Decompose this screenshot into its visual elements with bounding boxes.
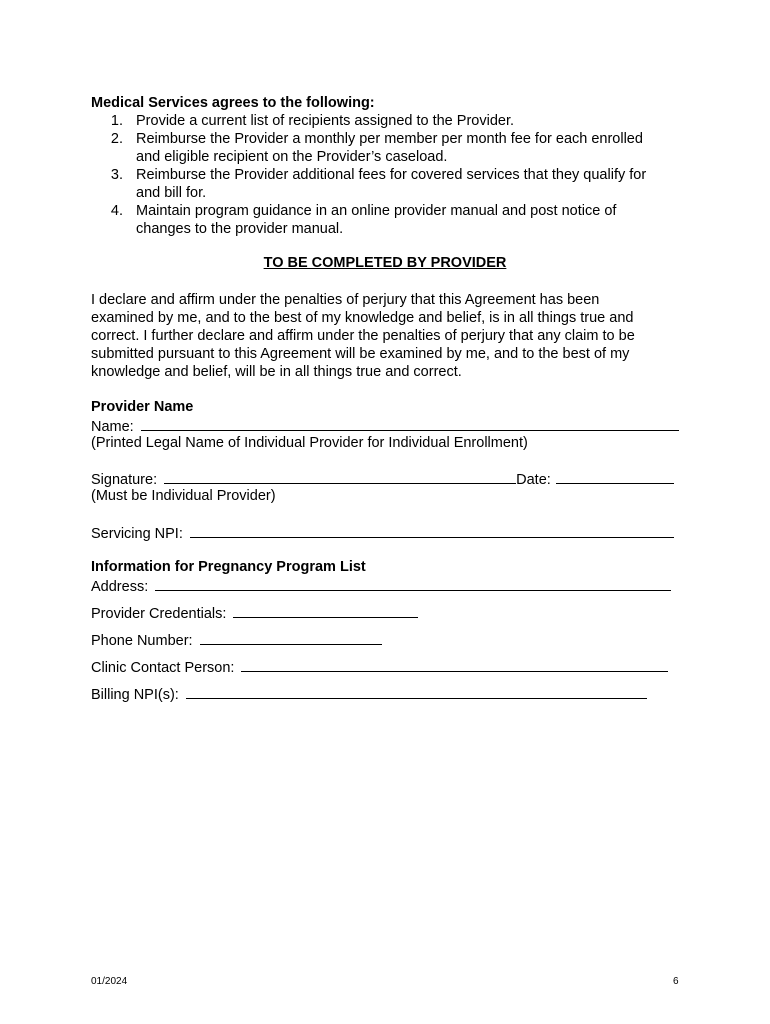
contact-field[interactable] [241, 657, 668, 672]
services-heading: Medical Services agrees to the following: [91, 95, 375, 111]
list-item-number: 1. [110, 113, 123, 129]
billing-npi-label: Billing NPI(s): [91, 687, 179, 703]
servicing-npi-label: Servicing NPI: [91, 526, 183, 542]
list-item-text: Reimburse the Provider a monthly per member per month fee for each enrolled [136, 131, 643, 147]
pregnancy-info-heading: Information for Pregnancy Program List [91, 559, 366, 575]
list-item-number: 2. [110, 131, 123, 147]
list-item-text: Provide a current list of recipients assigned to the Provider. [136, 113, 514, 129]
page-number: 6 [673, 976, 679, 987]
name-note: (Printed Legal Name of Individual Provider for Individual Enrollment) [91, 435, 528, 451]
list-item-text: Maintain program guidance in an online provider manual and post notice of [136, 203, 617, 219]
name-field[interactable] [141, 416, 679, 431]
phone-label: Phone Number: [91, 633, 193, 649]
declaration-line: correct. I further declare and affirm under the penalties of perjury that any claim to be [91, 328, 635, 344]
declaration-line: knowledge and belief, will be in all things true and correct. [91, 364, 462, 380]
phone-field[interactable] [200, 630, 382, 645]
contact-label: Clinic Contact Person: [91, 660, 235, 676]
date-label: Date: [516, 472, 551, 488]
provider-section-heading: TO BE COMPLETED BY PROVIDER [263, 255, 507, 271]
address-label: Address: [91, 579, 149, 595]
signature-label: Signature: [91, 472, 158, 488]
footer-date: 01/2024 [91, 976, 128, 987]
name-label: Name: [91, 419, 134, 435]
phone-row [91, 630, 382, 650]
contact-row [91, 657, 668, 677]
list-item-text: Reimburse the Provider additional fees for covered services that they qualify for [136, 167, 647, 183]
declaration-line: I declare and affirm under the penalties of perjury that this Agreement has been [91, 292, 600, 308]
address-row [91, 576, 671, 596]
credentials-label: Provider Credentials: [91, 606, 227, 622]
signature-row [91, 469, 674, 489]
credentials-field[interactable] [233, 603, 418, 618]
servicing-npi-row [91, 523, 674, 543]
billing-npi-row [91, 684, 647, 704]
credentials-row [91, 603, 418, 623]
list-item-number: 3. [110, 167, 123, 183]
declaration-line: examined by me, and to the best of my knowledge and belief, is in all things true and [91, 310, 634, 326]
name-field-row [91, 416, 679, 436]
list-item-text: and eligible recipient on the Provider’s caseload. [136, 149, 448, 165]
list-item-text: and bill for. [136, 185, 207, 201]
list-item-number: 4. [110, 203, 123, 219]
signature-note: (Must be Individual Provider) [91, 488, 276, 504]
servicing-npi-field[interactable] [190, 523, 674, 538]
billing-npi-field[interactable] [186, 684, 647, 699]
list-item-text: changes to the provider manual. [136, 221, 344, 237]
signature-field[interactable] [164, 469, 516, 484]
provider-name-heading: Provider Name [91, 399, 194, 415]
date-field[interactable] [556, 469, 674, 484]
declaration-line: submitted pursuant to this Agreement will be examined by me, and to the best of my [91, 346, 630, 362]
address-field[interactable] [155, 576, 671, 591]
